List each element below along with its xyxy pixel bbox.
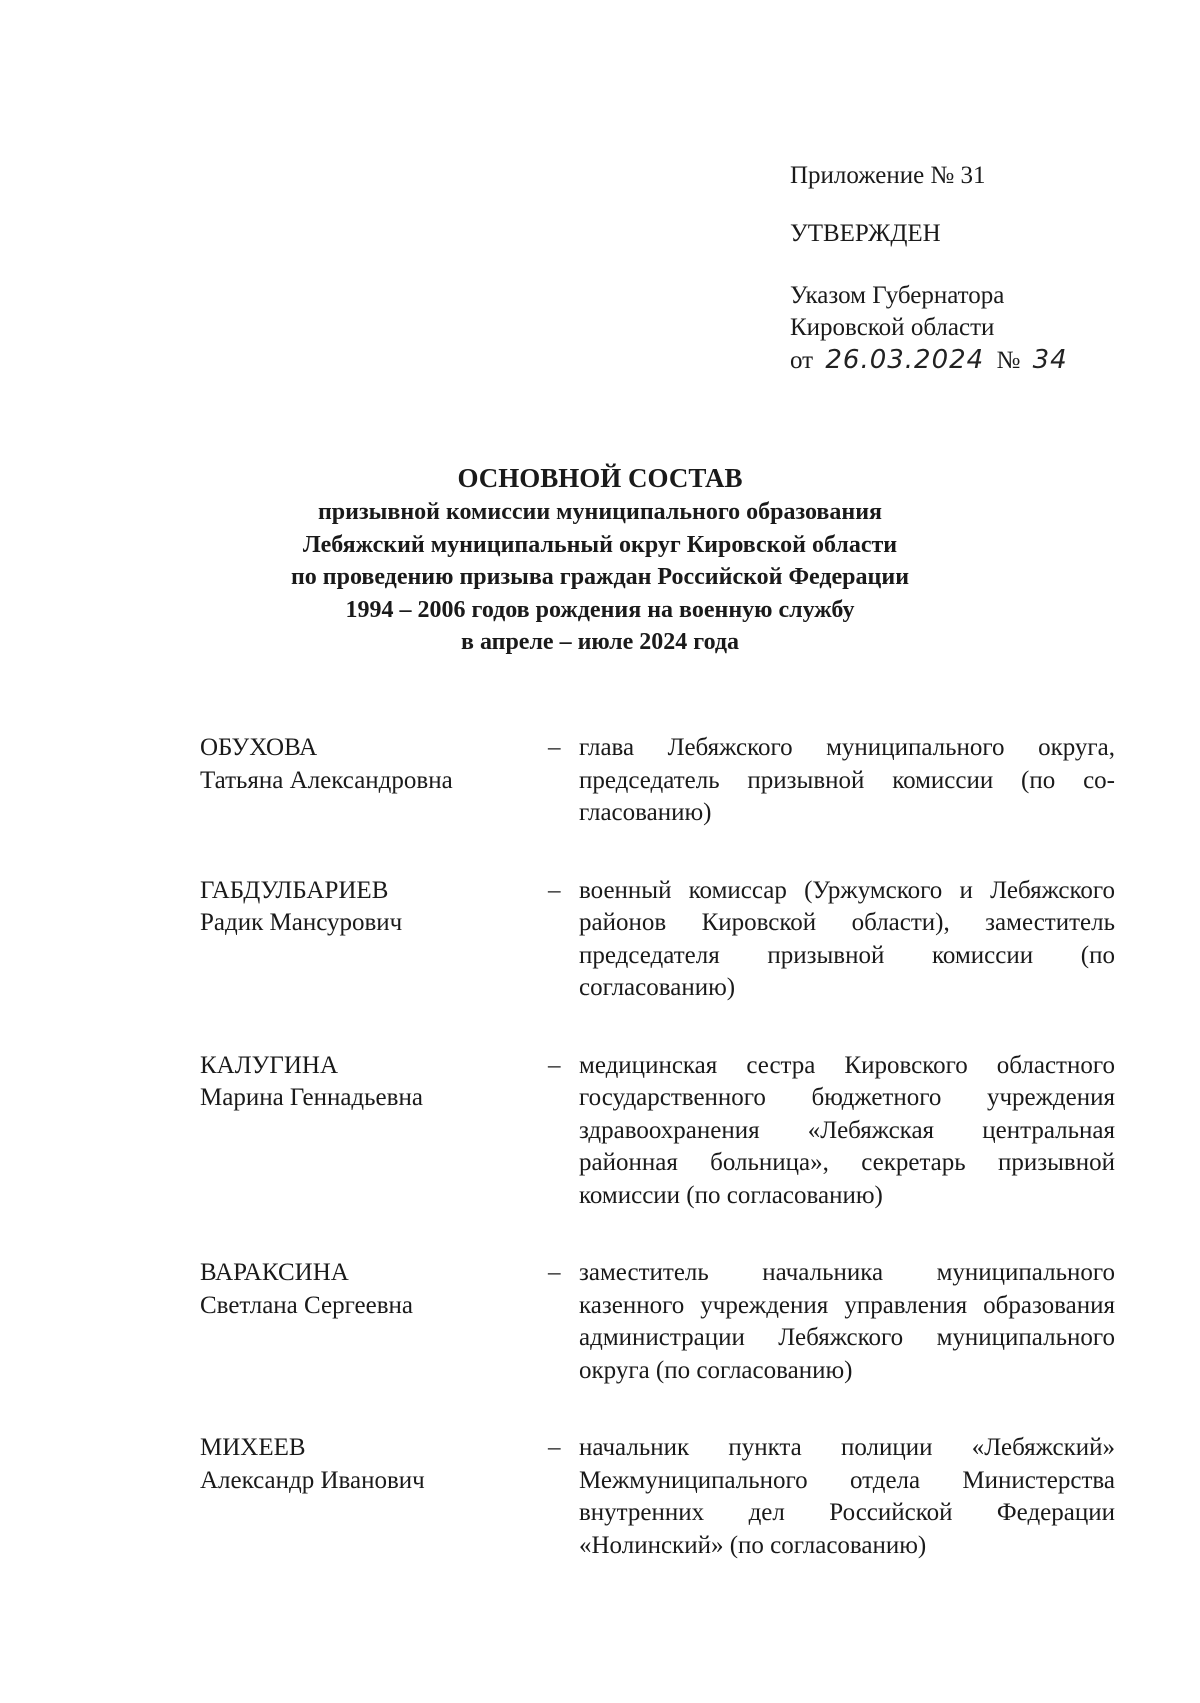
title-line: Лебяжский муниципальный округ Кировской области bbox=[302, 531, 898, 558]
document-title bbox=[140, 460, 1060, 659]
appendix-number: Приложение № 31 bbox=[790, 162, 986, 189]
member-position: глава Лебяжского муниципального округа, председатель призывной комиссии (по согласованию) bbox=[579, 734, 1115, 826]
member-entry bbox=[200, 1050, 1115, 1213]
approved-stamp-text: УТВЕРЖДЕН bbox=[790, 220, 941, 247]
member-given-names: Светлана Сергеевна bbox=[200, 1291, 414, 1319]
title-main: ОСНОВНОЙ СОСТАВ bbox=[457, 463, 743, 493]
decree-date-line bbox=[790, 344, 1110, 377]
title-line: призывной комиссии муниципального образования bbox=[317, 499, 883, 525]
member-name bbox=[200, 1257, 548, 1322]
handwritten-number: 34 bbox=[1032, 345, 1068, 375]
member-position: военный комиссар (Уржумского и Лебяжского районов Кировской области), заместитель председателя призывной комиссии (по согласованию) bbox=[579, 876, 1115, 1001]
member-given-names: Александр Иванович bbox=[200, 1466, 425, 1494]
number-prefix: № bbox=[996, 347, 1021, 374]
approval-block bbox=[790, 160, 1110, 377]
member-dash: – bbox=[548, 1434, 561, 1461]
member-given-names: Татьяна Александровна bbox=[200, 766, 453, 794]
member-name bbox=[200, 875, 548, 940]
decree-line-1: Указом Губернатора bbox=[790, 282, 1005, 309]
member-surname: КАЛУГИНА bbox=[200, 1051, 339, 1079]
member-name bbox=[200, 1432, 548, 1497]
member-entry bbox=[200, 875, 1115, 1005]
member-position: начальник пункта полиции «Лебяжский» Межмуниципального отдела Министерства внутренних дел Российской Федерации «Нолинский» (по согласованию) bbox=[579, 1434, 1115, 1559]
member-given-names: Марина Геннадьевна bbox=[200, 1084, 423, 1111]
members-list bbox=[200, 732, 1115, 1562]
member-position: заместитель начальника муниципального казенного учреждения управления образования администрации Лебяжского муниципального округа (по согласованию) bbox=[579, 1259, 1115, 1384]
member-dash: – bbox=[548, 734, 561, 761]
member-entry bbox=[200, 1257, 1115, 1387]
member-entry bbox=[200, 1432, 1115, 1562]
member-entry bbox=[200, 732, 1115, 830]
date-prefix: от bbox=[790, 347, 814, 374]
member-surname: МИХЕЕВ bbox=[200, 1434, 306, 1461]
title-line: по проведению призыва граждан Российской Федерации bbox=[290, 564, 910, 590]
member-name bbox=[200, 732, 548, 797]
decree-line-2: Кировской области bbox=[790, 314, 995, 341]
title-line: 1994 – 2006 годов рождения на военную службу bbox=[345, 596, 855, 623]
member-dash: – bbox=[548, 1259, 561, 1286]
member-surname: ВАРАКСИНА bbox=[200, 1259, 349, 1286]
member-dash: – bbox=[548, 876, 561, 904]
member-surname: ОБУХОВА bbox=[200, 734, 318, 761]
member-surname: ГАБДУЛБАРИЕВ bbox=[200, 876, 389, 904]
handwritten-date: 26.03.2024 bbox=[825, 345, 985, 375]
member-position: медицинская сестра Кировского областного государственного бюджетного учреждения здравоохранения «Лебяжская центральная районная больница», секретарь призывной комиссии (по согласованию) bbox=[579, 1051, 1115, 1209]
member-given-names: Радик Мансурович bbox=[200, 909, 403, 936]
member-dash: – bbox=[548, 1051, 561, 1079]
member-name bbox=[200, 1050, 548, 1115]
title-line: в апреле – июле 2024 года bbox=[460, 629, 740, 655]
